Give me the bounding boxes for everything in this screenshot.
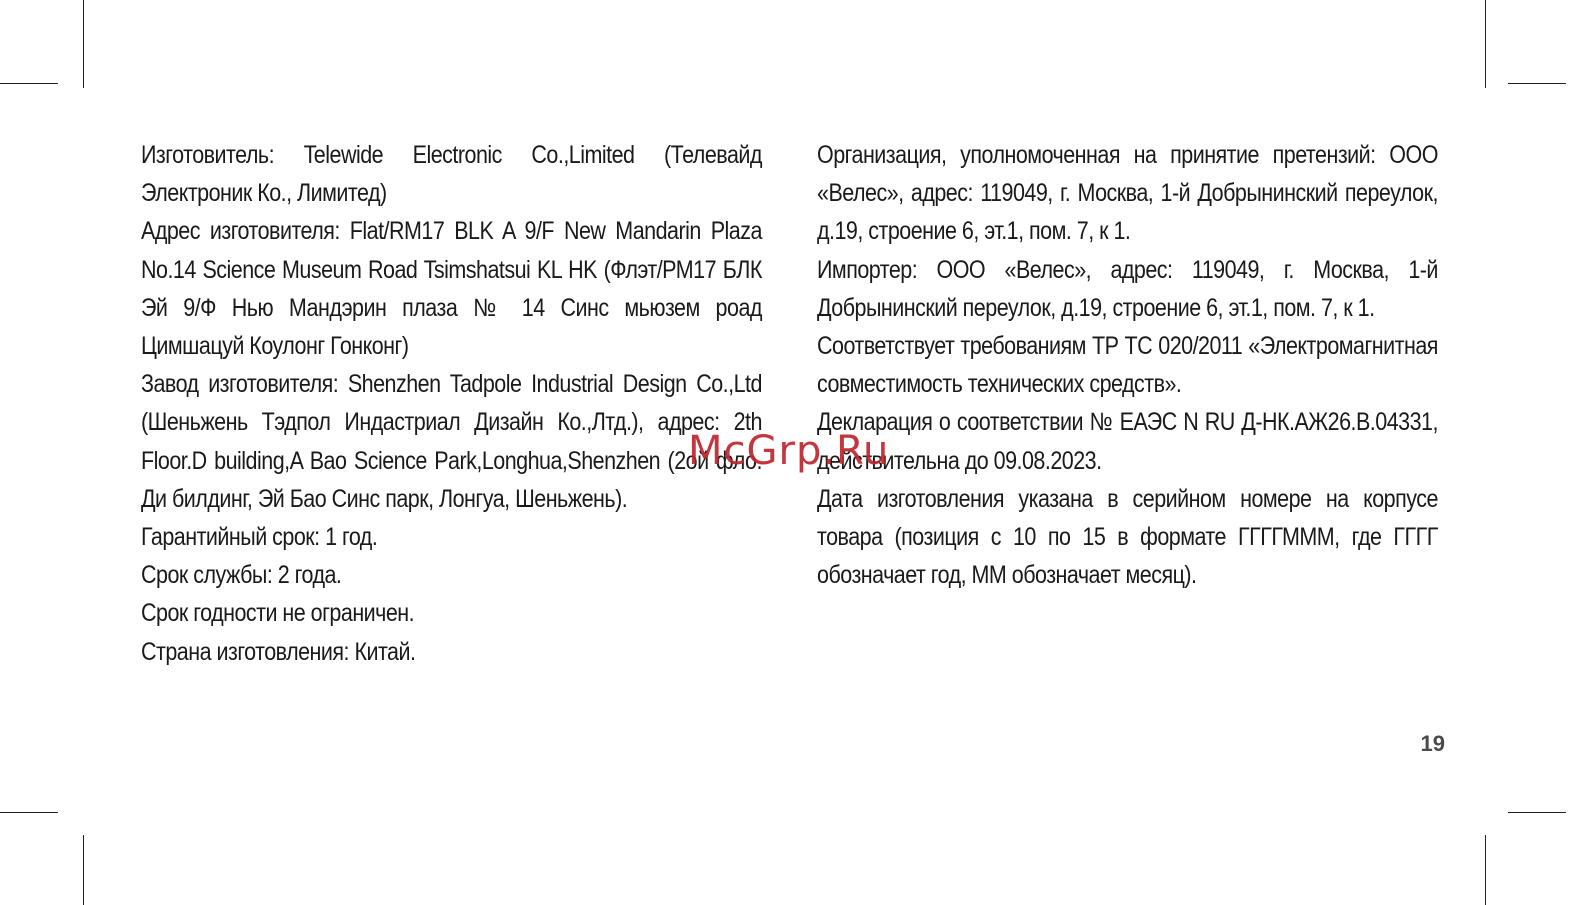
left-column (141, 136, 762, 671)
crop-mark-bottom-right-vertical (1485, 835, 1486, 905)
crop-mark-bottom-left-vertical (83, 835, 84, 905)
crop-mark-top-right-horizontal (1508, 83, 1566, 84)
watermark: McGrp.Ru (688, 428, 890, 474)
warranty-paragraph: Гарантийный срок: 1 год. (141, 523, 378, 552)
crop-mark-top-right-vertical (1485, 0, 1486, 88)
declaration-paragraph: Декларация о соответствии № ЕАЭС N RU Д-НК.АЖ26.В.04331, действительна до 09.08.2023. (817, 408, 1438, 475)
manufacture-date-paragraph: Дата изготовления указана в серийном номере на корпусе товара (позиция с 10 по 15 в формате ГГГГМММ, где ГГГГ обозначает год, ММ обозначает месяц). (817, 484, 1438, 590)
crop-mark-top-left-horizontal (0, 83, 58, 84)
claims-organization-paragraph: Организация, уполномоченная на принятие претензий: ООО «Велес», адрес: 119049, г. Москва, 1-й Добрынинский переулок, д.19, строение 6, эт.1, пом. 7, к 1. (817, 141, 1438, 246)
manufacturer-paragraph: Изготовитель: Telewide Electronic Co.,Limited (Телевайд Электроник Ко., Лимитед) (141, 141, 762, 208)
manufacturer-address-paragraph: Адрес изготовителя: Flat/RM17 BLK A 9/F New Mandarin Plaza No.14 Science Museum Road Tsimshatsui KL HK (Флэт/РМ17 БЛК Эй 9/Ф Нью Мандэрин плаза № 14 Синс мьюзем роад Цимшацуй Коулонг Гонконг) (141, 217, 762, 361)
compliance-paragraph: Соответствует требованиям ТР ТС 020/2011 «Электромагнитная совместимость технических средств». (817, 332, 1438, 399)
page-number: 19 (1420, 731, 1445, 756)
importer-paragraph: Импортер: ООО «Велес», адрес: 119049, г. Москва, 1-й Добрынинский переулок, д.19, строение 6, эт.1, пом. 7, к 1. (817, 255, 1438, 322)
crop-mark-bottom-left-horizontal (0, 812, 58, 813)
shelf-life-paragraph: Срок годности не ограничен. (141, 599, 415, 628)
factory-paragraph: Завод изготовителя: Shenzhen Tadpole Industrial Design Co.,Ltd (Шеньжень Тэдпол Индастриал Дизайн Ко.,Лтд.), адрес: 2th Floor.D building,A Bao Science Park,Longhua,Shenzhen (2ой фло. Ди билдинг, Эй Бао Синс парк, Лонгуа, Шеньжень). (141, 370, 762, 513)
crop-mark-top-left-vertical (83, 0, 84, 88)
right-column (817, 136, 1438, 594)
crop-mark-bottom-right-horizontal (1508, 812, 1566, 813)
country-paragraph: Страна изготовления: Китай. (141, 637, 416, 666)
service-life-paragraph: Срок службы: 2 года. (141, 561, 342, 590)
